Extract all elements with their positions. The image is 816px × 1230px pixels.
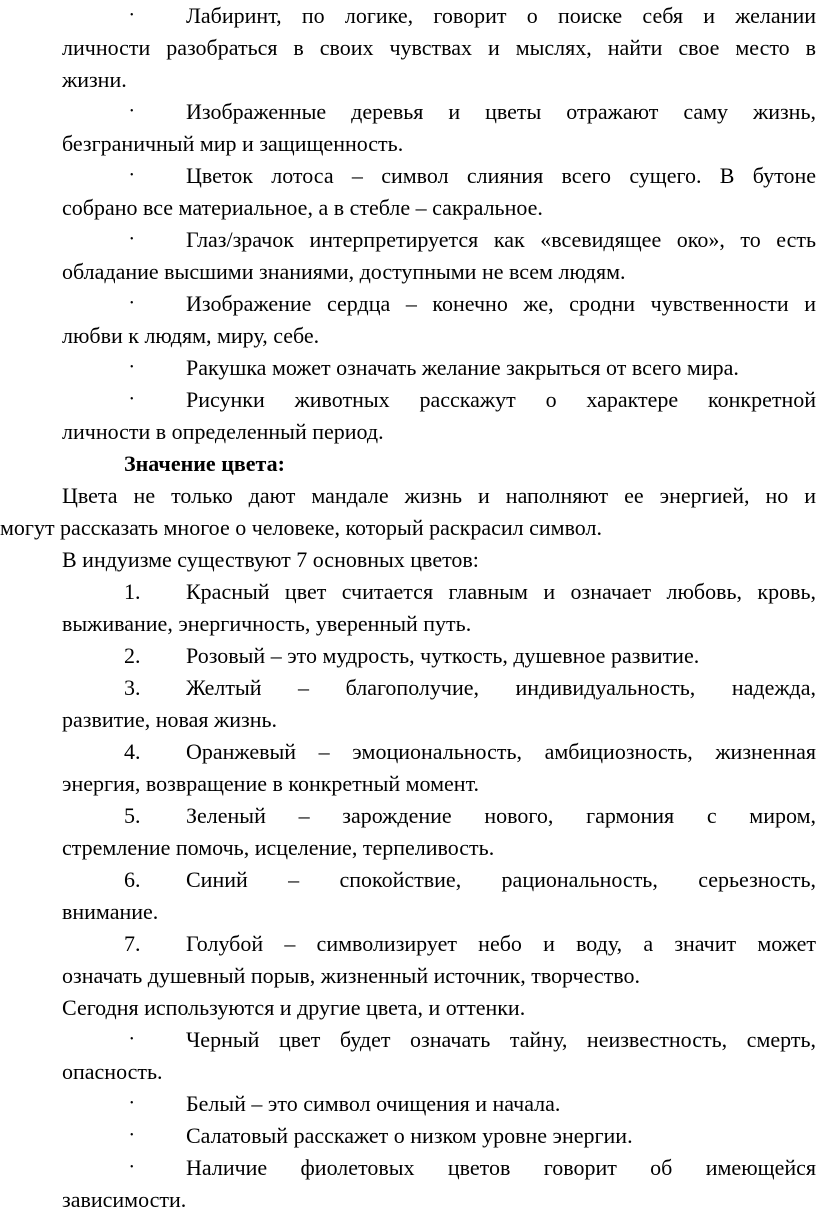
bullet-item-labyrinth-cont: жизни. [62,67,127,92]
bullet-item-animals: Рисунки животных расскажут о характере конкретной [186,387,816,412]
color-item-yellow: Желтый – благополучие, индивидуальность, надежда, [186,675,816,700]
bullet-item-black-cont: опасность. [62,1059,163,1084]
bullet-marker: • [130,1162,134,1173]
color-item-light-blue: Голубой – символизирует небо и воду, а значит может [186,931,816,956]
bullet-marker: • [130,106,134,117]
list-number: 1. [124,579,141,604]
bullet-item-trees-cont: безграничный мир и защищенность. [62,131,404,156]
bullet-item-labyrinth: Лабиринт, по логике, говорит о поиске себя и желании [186,3,816,28]
color-item-blue-cont: внимание. [62,899,159,924]
bullet-item-labyrinth-cont: личности разобраться в своих чувствах и мыслях, найти свое место в [62,35,816,60]
color-item-pink: Розовый – это мудрость, чуткость, душевное развитие. [186,643,700,668]
bullet-item-eye-cont: обладание высшими знаниями, доступными не всем людям. [62,259,626,284]
bullet-marker: • [130,10,134,21]
bullet-item-lotus: Цветок лотоса – символ слияния всего сущего. В бутоне [186,163,816,188]
color-item-blue: Синий – спокойствие, рациональность, серьезность, [186,867,816,892]
list-number: 3. [124,675,141,700]
bullet-marker: • [130,1130,134,1141]
color-item-red: Красный цвет считается главным и означает любовь, кровь, [186,579,816,604]
bullet-marker: • [130,1098,134,1109]
bullet-item-black: Черный цвет будет означать тайну, неизвестность, смерть, [186,1027,816,1052]
list-number: 6. [124,867,141,892]
bullet-marker: • [130,362,134,373]
bullet-marker: • [130,394,134,405]
section-heading: Значение цвета: [124,451,285,476]
color-item-green: Зеленый – зарождение нового, гармония с миром, [186,803,816,828]
color-item-green-cont: стремление помочь, исцеление, терпеливость. [62,835,495,860]
color-item-orange: Оранжевый – эмоциональность, амбициозность, жизненная [186,739,816,764]
bullet-item-heart: Изображение сердца – конечно же, сродни чувственности и [186,291,816,316]
list-number: 2. [124,643,141,668]
color-item-red-cont: выживание, энергичность, уверенный путь. [62,611,472,636]
list-number: 5. [124,803,141,828]
list-number: 4. [124,739,141,764]
bullet-marker: • [130,298,134,309]
color-item-yellow-cont: развитие, новая жизнь. [62,707,277,732]
bullet-marker: • [130,170,134,181]
bullet-item-lotus-cont: собрано все материальное, а в стебле – сакральное. [62,195,543,220]
bullet-item-animals-cont: личности в определенный период. [62,419,384,444]
bullet-item-white: Белый – это символ очищения и начала. [186,1091,561,1116]
intro-colors-count: В индуизме существуют 7 основных цветов: [62,547,479,572]
other-colors-intro: Сегодня используются и другие цвета, и оттенки. [62,995,526,1020]
bullet-item-violet: Наличие фиолетовых цветов говорит об имеющейся [186,1155,816,1180]
color-item-light-blue-cont: означать душевный порыв, жизненный источник, творчество. [62,963,641,988]
bullet-item-heart-cont: любви к людям, миру, себе. [62,323,320,348]
bullet-marker: • [130,234,134,245]
intro-paragraph: Цвета не только дают мандале жизнь и наполняют ее энергией, но и [62,483,816,508]
color-item-orange-cont: энергия, возвращение в конкретный момент. [62,771,480,796]
bullet-item-shell: Ракушка может означать желание закрыться от всего мира. [186,355,739,380]
intro-paragraph-cont: могут рассказать многое о человеке, который раскрасил символ. [0,515,602,540]
bullet-item-trees: Изображенные деревья и цветы отражают саму жизнь, [186,99,816,124]
list-number: 7. [124,931,141,956]
bullet-item-salad: Салатовый расскажет о низком уровне энергии. [186,1123,633,1148]
bullet-marker: • [130,1034,134,1045]
bullet-item-eye: Глаз/зрачок интерпретируется как «всевидящее око», то есть [186,227,816,252]
bullet-item-violet-cont: зависимости. [62,1187,187,1212]
